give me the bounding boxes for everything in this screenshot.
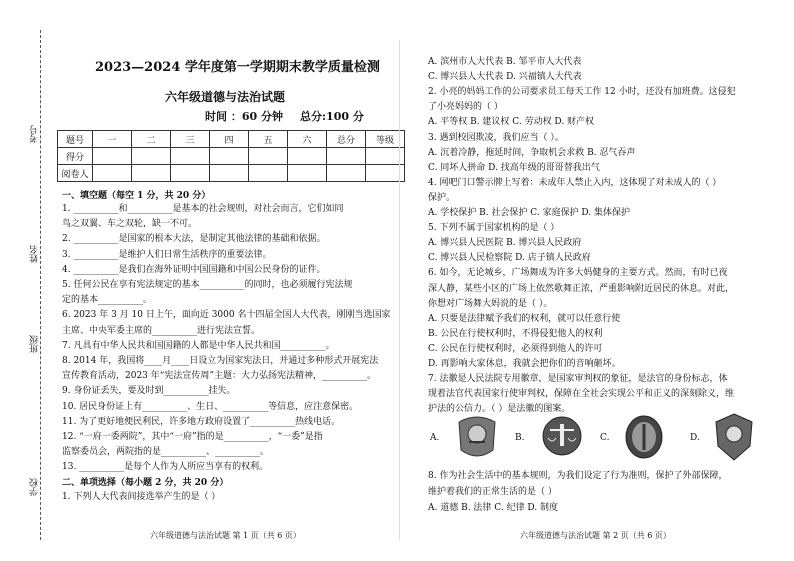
- choice-line: A. 平等权 B. 建议权 C. 劳动权 D. 财产权: [428, 117, 595, 128]
- score-row-label: 得分: [58, 148, 93, 165]
- question-text: 1. 下列人大代表间接选举产生的是（ ）: [62, 492, 221, 502]
- fill-blank-line: 定的基本__________。: [62, 295, 153, 306]
- emblem-option-label: B.: [515, 433, 525, 443]
- exam-total: 总分:100 分: [300, 110, 364, 123]
- choice-line: 了小亮妈妈的（ ）: [428, 102, 503, 113]
- choice-line: 4. 网吧门口警示牌上写着：未成年人禁止入内，这体现了对未成人的（ ）: [428, 177, 722, 188]
- score-header-cell: 六: [288, 131, 327, 148]
- choice-line: B. 公民在行使权利时，不得侵犯他人的权利: [428, 328, 603, 339]
- fill-blank-line: 7. 凡具有中华人民共和国国籍的人都是中华人民共和国__________。: [62, 340, 335, 351]
- binding-label-kaohao: 考号: [30, 125, 40, 143]
- emblem-option-label: C.: [600, 433, 610, 443]
- choice-line: 护法的公信力。（ ）是法徽的图案。: [428, 404, 571, 415]
- fill-blank-line: 10. 居民身份证上有__________、生日、__________等信息，应注意保密。: [62, 401, 359, 412]
- fill-blank-line: 3. __________是维护人们日常生活秩序的重要法律。: [62, 249, 272, 260]
- choice-line: 6. 如今，无论城乡，广场舞成为许多大妈健身的主要方式。然而，有时已夜: [428, 268, 728, 279]
- choice-line: D. 再影响大家休息，我就会把你们的音响砸坏。: [428, 359, 621, 369]
- question-text: 8. 作为社会生活中的基本规则，为我们设定了行为准则，保护了外部保障，: [428, 471, 728, 481]
- score-header-cell: 一: [93, 131, 132, 148]
- binding-label-xingming: 姓名: [30, 245, 40, 263]
- choice-line: A. 沉着冷静，拖延时间，争取机会求救 B. 忍气吞声: [428, 147, 636, 158]
- section-choice-heading: 二、单项选择（每小题 2 分，共 20 分）: [62, 478, 229, 488]
- score-header-cell: 四: [210, 131, 249, 148]
- fill-blank-line: 2. __________是国家的根本大法，是制定其他法律的基础和依据。: [62, 234, 326, 245]
- score-table: [57, 130, 405, 182]
- choice-line: 2. 小亮的妈妈工作的公司要求员工每天工作 12 小时，还没有加班费。这侵犯: [428, 87, 736, 98]
- score-header-cell: 题号: [58, 131, 93, 148]
- choice-line: C. 博兴县人大代表 D. 兴福镇人大代表: [428, 72, 582, 83]
- binding-line: [40, 30, 41, 540]
- fill-blank-line: 主席、中央军委主席的__________进行宪法宣誓。: [62, 325, 261, 336]
- fill-blank-line: 监察委员会，两院指的是__________、__________。: [62, 447, 270, 458]
- question-text: 维护着我们的正常生活的是（ ）: [428, 487, 557, 497]
- emblem-d-icon: [712, 412, 756, 462]
- column-divider: [399, 40, 400, 540]
- grader-row-label: 阅卷人: [58, 165, 93, 182]
- exam-title: 2023—2024 学年度第一学期期末教学质量检测: [95, 60, 380, 75]
- fill-blank-line: 4. __________是我们在海外证明中国国籍和中国公民身份的证件。: [62, 264, 326, 275]
- choice-line: 5. 下列不属于国家机构的是（ ）: [428, 223, 560, 234]
- choice-line: C. 公民在行使权利时，必须得到他人的许可: [428, 343, 603, 354]
- fill-blank-line: 5. 任何公民在享有宪法规定的基本__________的同时，也必须履行宪法规: [62, 280, 353, 290]
- score-header-cell: 等级: [366, 131, 405, 148]
- fill-blank-line: 鸟之双翼、车之双轮，缺一不可。: [62, 219, 198, 230]
- emblem-option-label: A.: [430, 433, 440, 443]
- page-footer-right: 六年级道德与法治试题 第 2 页（共 6 页）: [520, 531, 671, 540]
- exam-subtitle: 六年级道德与法治试题: [165, 90, 286, 104]
- score-header-row: [58, 131, 405, 148]
- emblem-option-label: D.: [690, 433, 700, 443]
- fill-blank-line: 1. __________和__________是基本的社会规则，对社会而言，它们如同: [62, 204, 344, 214]
- choice-line: A. 博兴县人民医院 B. 博兴县人民政府: [428, 238, 582, 249]
- choice-line: 深人静，某些小区的广场上依然歌舞正浓，严重影响附近居民的休息。对此，: [428, 283, 735, 294]
- choice-line: C. 博兴县人民检察院 D. 店子镇人民政府: [428, 253, 591, 264]
- choice-line: C. 同坏人拼命 D. 找高年级的哥哥替我出气: [428, 162, 600, 173]
- score-header-cell: 五: [249, 131, 288, 148]
- score-row: [58, 148, 405, 165]
- choice-line: A. 只要是法律赋予我们的权利，就可以任意行使: [428, 313, 621, 324]
- question-options: A. 道德 B. 法律 C. 纪律 D. 制度: [428, 503, 559, 513]
- choice-line: 你想对广场舞大妈说的是（ ）。: [428, 298, 553, 309]
- score-header-cell: 总分: [327, 131, 366, 148]
- fill-blank-line: 8. 2014 年，我国将____月____日设立为国家宪法日，并通过多种形式开展宪法: [62, 356, 379, 366]
- emblem-b-icon: [540, 412, 584, 462]
- choice-line: 3. 遇到校园欺凌，我们应当（ ）。: [428, 132, 564, 143]
- exam-time: 时间 ：60 分钟: [205, 110, 283, 123]
- fill-blank-line: 9. 身份证丢失，要及时到__________挂失。: [62, 386, 236, 397]
- page-footer-left: 六年级道德与法治试题 第 1 页（共 6 页）: [150, 531, 301, 540]
- fill-blank-line: 宣传教育活动，2023 年“宪法宣传周”主题：大力弘扬宪法精神，__________。: [62, 371, 376, 382]
- choice-line: 保护。: [428, 192, 456, 203]
- binding-label-xuexiao: 学校: [30, 478, 40, 496]
- grader-row: [58, 165, 405, 182]
- binding-label-banji: 班级: [30, 335, 40, 353]
- choice-line: A. 滨州市人大代表 B. 邹平市人大代表: [428, 57, 582, 67]
- fill-blank-line: 13. __________是每个人作为人所应当享有的权利。: [62, 462, 269, 473]
- choice-line: 现着法官代表国家行使审判权，保障在全社会实现公平和正义的深刻除义，维: [428, 389, 735, 400]
- fill-blank-line: 12. “一府一委两院”，其中“一府”指的是__________，“一委”是指: [62, 432, 323, 442]
- emblem-c-icon: [622, 412, 666, 462]
- section-fill-blank-heading: 一、填空题（每空 1 分，共 20 分）: [62, 191, 211, 201]
- score-header-cell: 二: [132, 131, 171, 148]
- emblem-a-icon: [455, 412, 499, 462]
- choice-line: 7. 法徽是人民法院专用徽章，是国家审判权的象征，是法官的身份标志，体: [428, 374, 728, 385]
- fill-blank-line: 11. 为了更好地便民利民，许多地方政府设置了__________热线电话。: [62, 416, 341, 427]
- score-header-cell: 三: [171, 131, 210, 148]
- fill-blank-line: 6. 2023 年 3 月 10 日上午，面向近 3000 名十四届全国人大代表，刚刚当选国家: [62, 310, 391, 321]
- choice-line: A. 学校保护 B. 社会保护 C. 家庭保护 D. 集体保护: [428, 208, 631, 218]
